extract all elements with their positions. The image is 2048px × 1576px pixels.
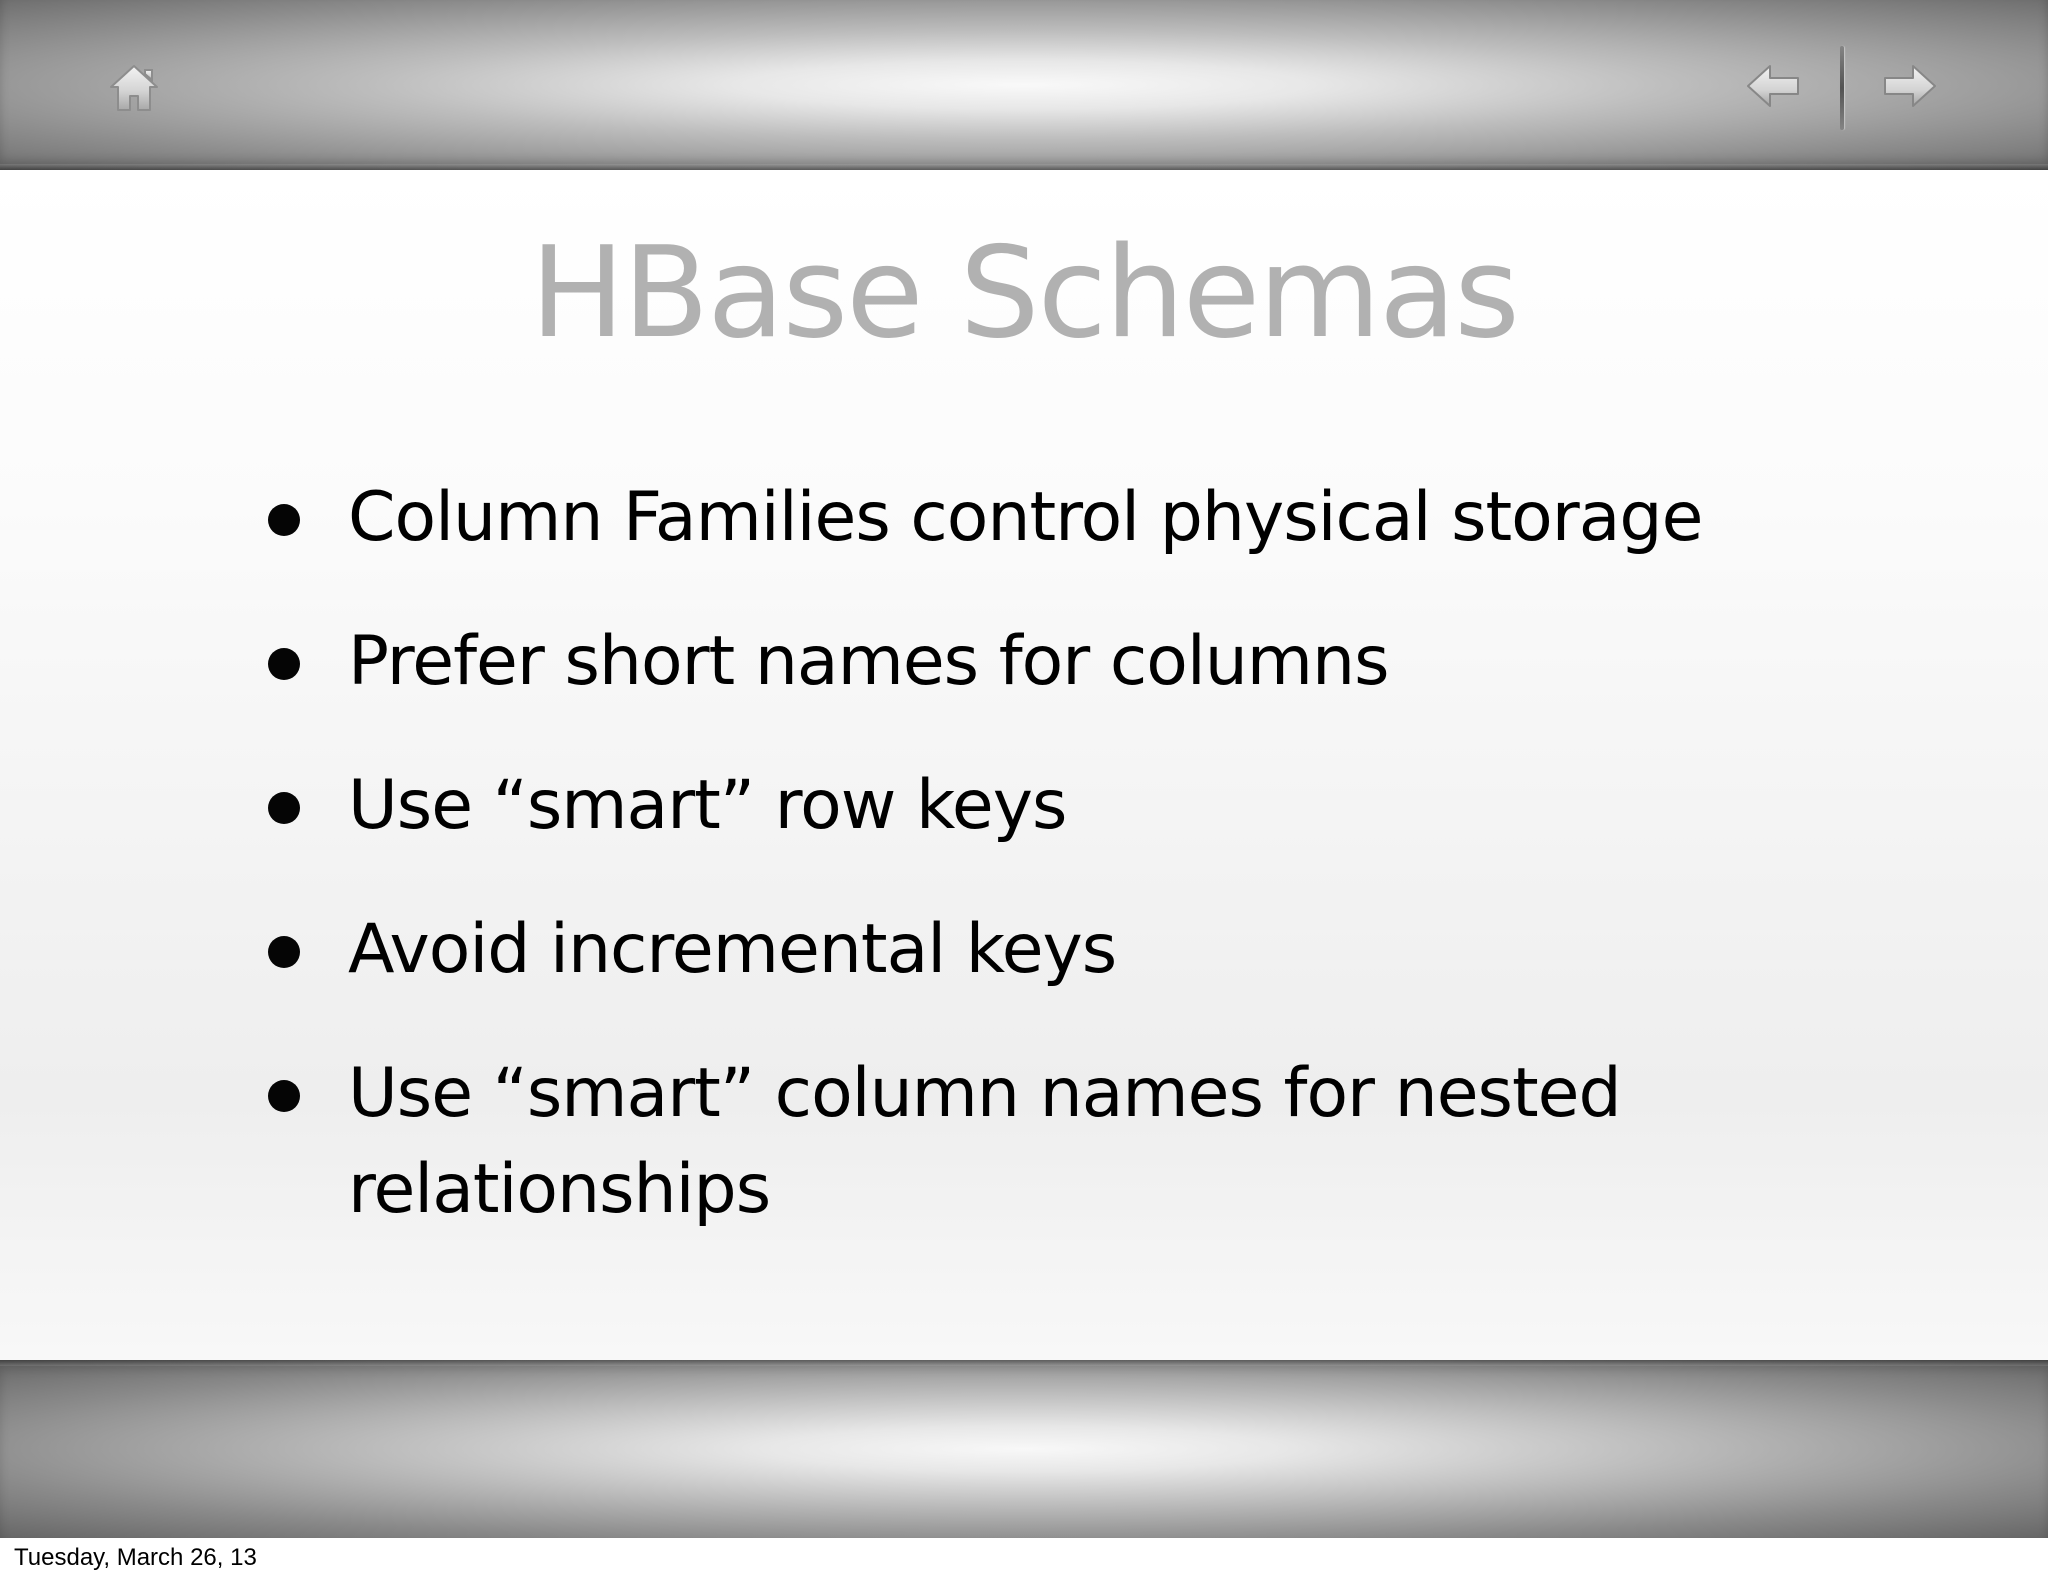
bullet-text: Use “smart” column names for nested relationships [348,1054,1621,1229]
slide-content-area [0,170,2048,1360]
bullet-point [268,936,300,968]
bullet-text: Prefer short names for columns [348,622,1389,701]
bullet-item-column-families [256,470,1856,566]
left-arrow-icon [1743,56,1803,116]
bullet-item-smart-row-keys [256,758,1856,854]
slide-navigation-controls [1735,42,1923,132]
bullet-text: Column Families control physical storage [348,478,1703,557]
next-slide-button[interactable] [1880,56,1940,116]
slide-title: HBase Schemas [530,219,1518,366]
right-arrow-icon [1880,56,1940,116]
bullet-item-short-column-names [256,614,1856,710]
bullet-point [268,648,300,680]
home-icon [103,58,165,120]
bullet-text: Avoid incremental keys [348,910,1117,989]
bullet-point [268,504,300,536]
top-navigation-bar [0,0,2048,170]
home-button[interactable] [103,58,165,120]
bullet-point [268,792,300,824]
bottom-slide-bar [0,1360,2048,1538]
navigation-divider [1840,46,1844,130]
bullet-point [268,1080,300,1112]
footer-strip [0,1538,2048,1576]
bullet-text: Use “smart” row keys [348,766,1067,845]
bullet-item-avoid-incremental-keys [256,902,1856,998]
bullet-list [256,470,1856,1286]
previous-slide-button[interactable] [1743,56,1803,116]
bullet-item-smart-column-names [256,1046,1856,1238]
footer-date: Tuesday, March 26, 13 [14,1544,257,1571]
